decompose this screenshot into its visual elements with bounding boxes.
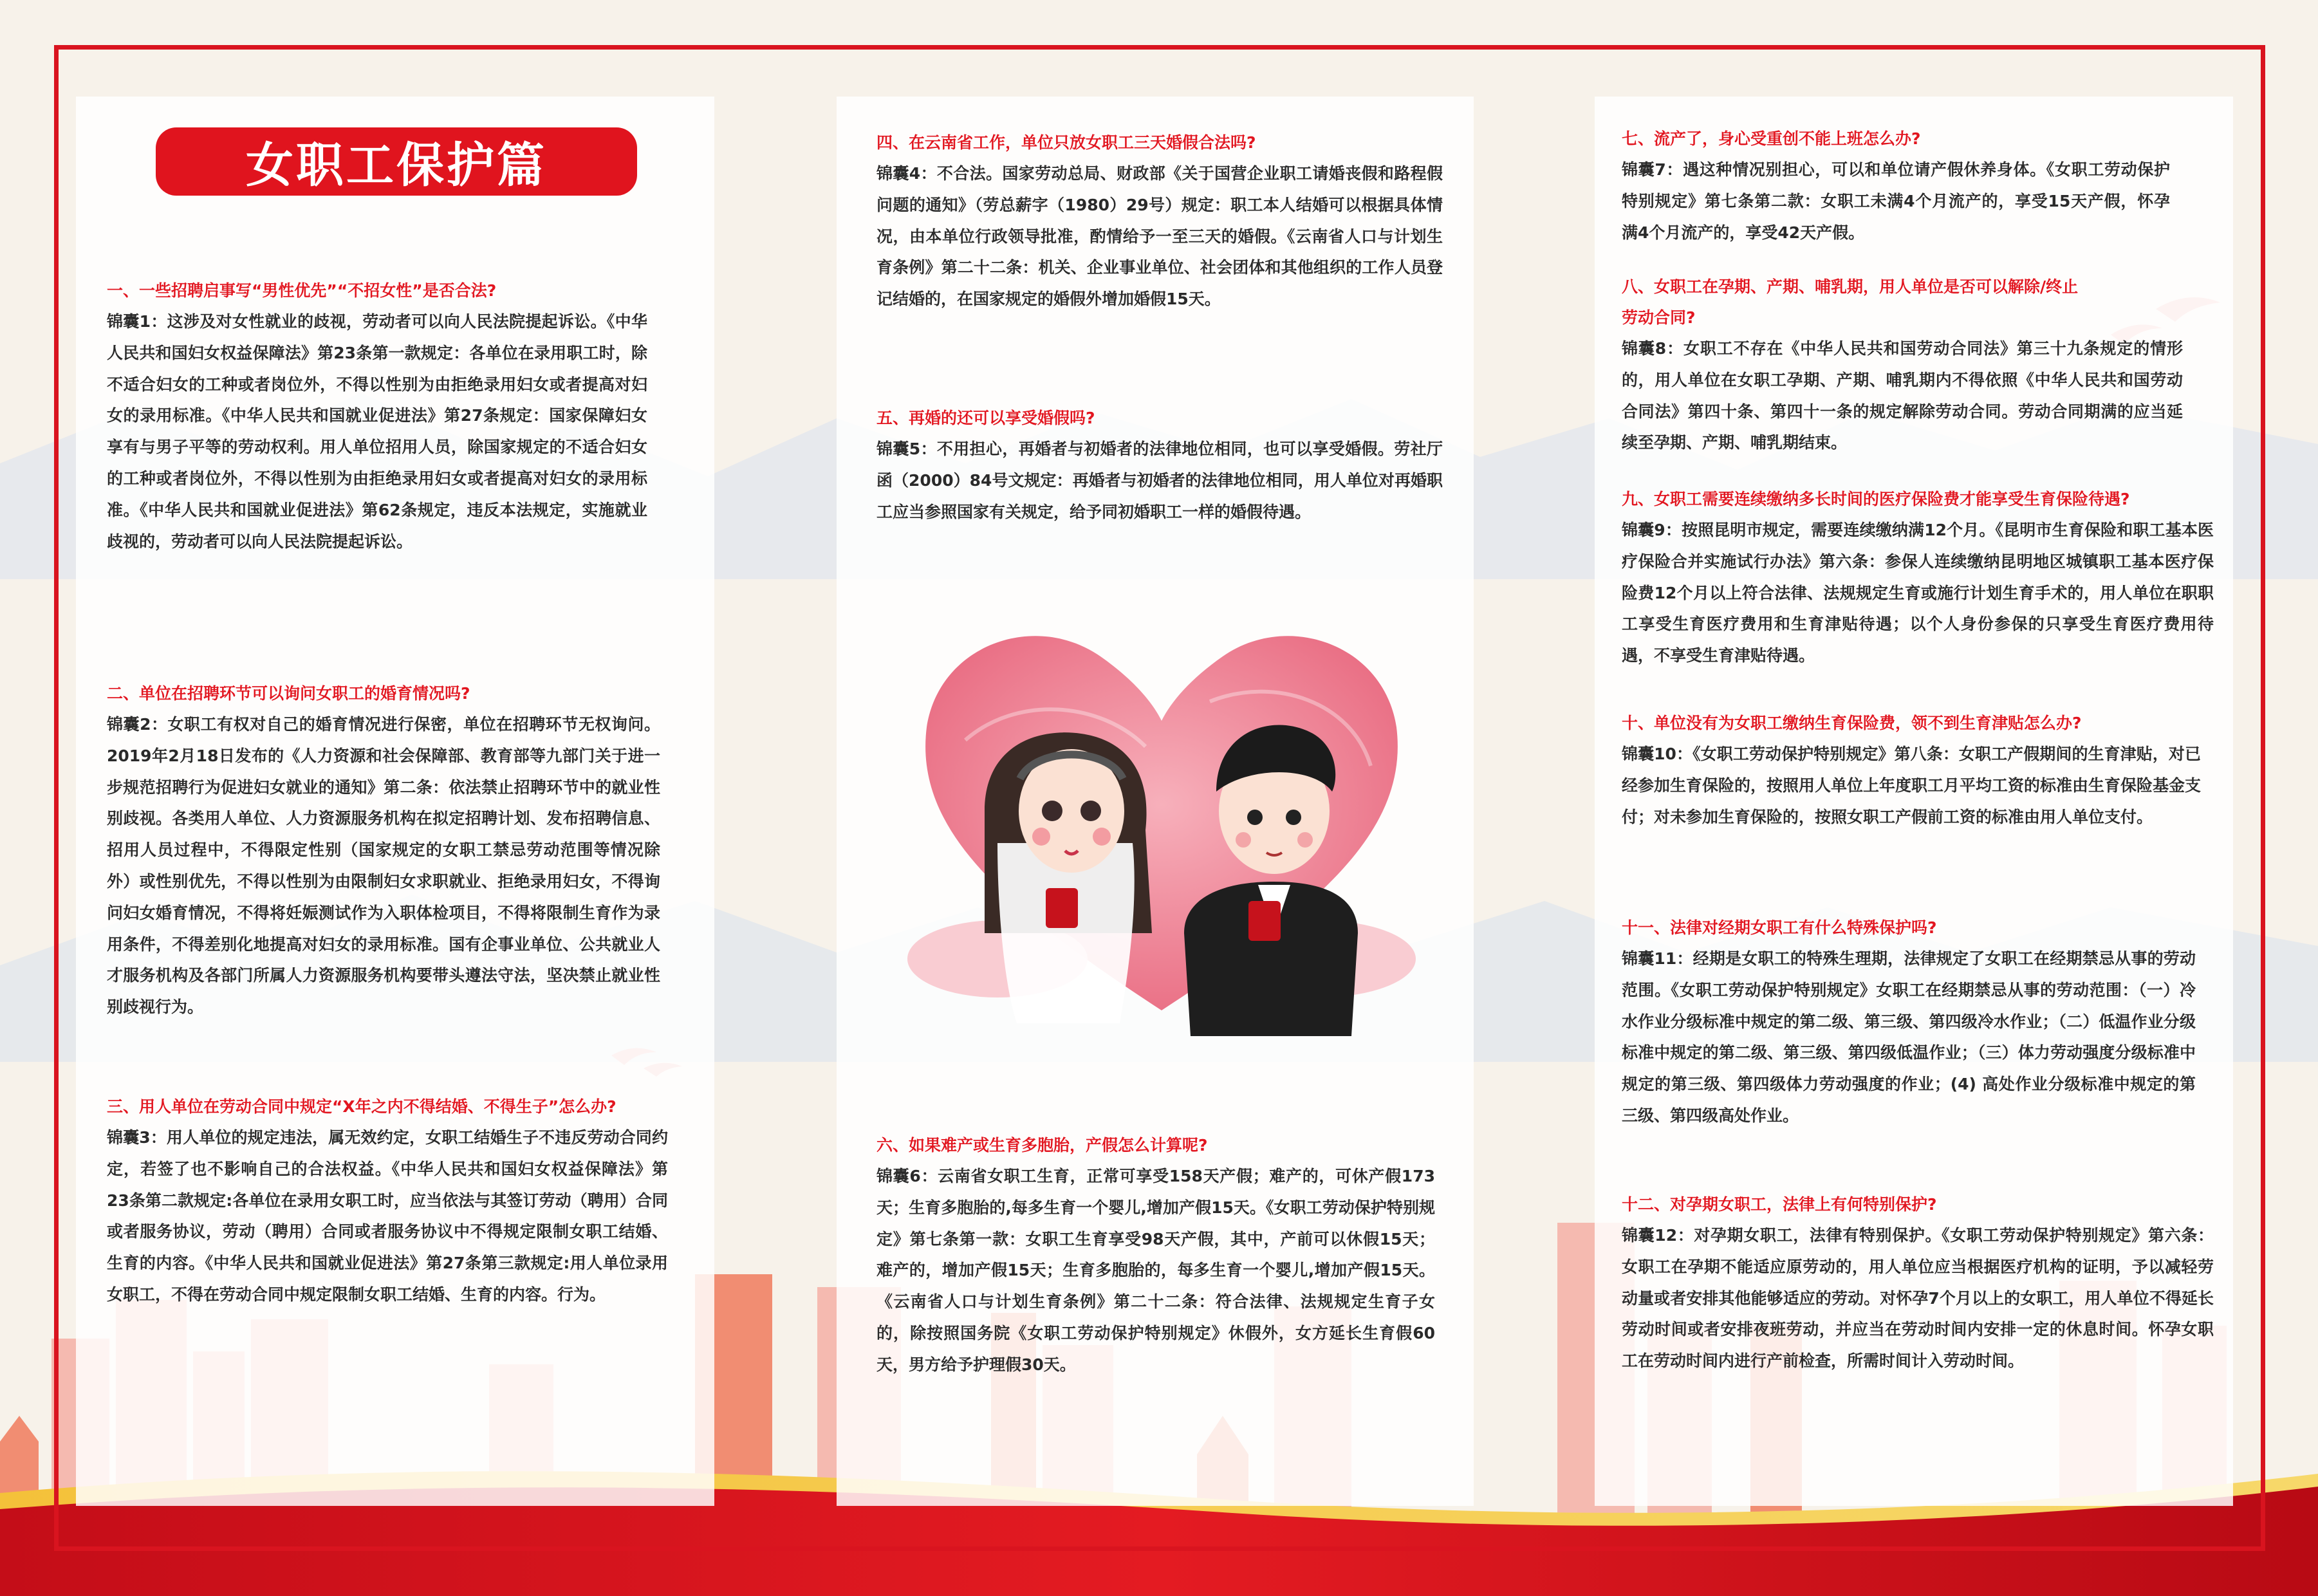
section-8 xyxy=(1622,272,2183,459)
section-7 xyxy=(1622,124,2170,248)
page-title-banner xyxy=(156,127,637,196)
wedding-couple-heart-illustration xyxy=(888,598,1435,1036)
question-heading: 六、如果难产或生育多胞胎，产假怎么计算呢? xyxy=(876,1136,1208,1155)
question-heading: 七、流产了，身心受重创不能上班怎么办? xyxy=(1622,129,1921,148)
answer-text: 锦囊6：云南省女职工生育，正常可享受158天产假；难产的，可休产假173天；生育多胞胎的,每多生育一个婴儿,增加产假15天。《女职工劳动保护特别规定》第七条第一款：女职工生育享受98天产假，其中，产前可以休假15天；难产的，增加产假15天；生育多胞胎的，每多生育一个婴儿,增加产假15天。《云南省人口与计划生育条例》第二十二条：符合法律、法规规定生育子女的，除按照国务院《女职工劳动保护特别规定》休假外，女方延长生育假60天，男方给予护理假30天。 xyxy=(876,1167,1435,1374)
question-heading: 十一、法律对经期女职工有什么特殊保护吗? xyxy=(1622,918,1937,937)
answer-text: 锦囊2：女职工有权对自己的婚育情况进行保密，单位在招聘环节无权询问。2019年2月18日发布的《人力资源和社会保障部、教育部等九部门关于进一步规范招聘行为促进妇女就业的通知》第二条：依法禁止招聘环节中的就业性别歧视。各类用人单位、人力资源服务机构在拟定招聘计划、发布招聘信息、招用人员过程中，不得限定性别（国家规定的女职工禁忌劳动范围等情况除外）或性别优先，不得以性别为由限制妇女求职就业、拒绝录用妇女，不得询问妇女婚育情况，不得将妊娠测试作为入职体检项目，不得将限制生育作为录用条件，不得差别化地提高对妇女的录用标准。国有企事业单位、公共就业人才服务机构及各部门所属人力资源服务机构要带头遵法守法，坚决禁止就业性别歧视行为。 xyxy=(107,715,660,1017)
question-heading: 八、女职工在孕期、产期、哺乳期，用人单位是否可以解除/终止劳动合同? xyxy=(1622,277,2079,327)
question-heading: 九、女职工需要连续缴纳多长时间的医疗保险费才能享受生育保险待遇? xyxy=(1622,490,2130,508)
answer-text: 锦囊12：对孕期女职工，法律有特别保护。《女职工劳动保护特别规定》第六条：女职工在孕期不能适应原劳动的，用人单位应当根据医疗机构的证明，予以减轻劳动量或者安排其他能够适应的劳动。对怀孕7个月以上的女职工，用人单位不得延长劳动时间或者安排夜班劳动，并应当在劳动时间内安排一定的休息时间。怀孕女职工在劳动时间内进行产前检查，所需时间计入劳动时间。 xyxy=(1622,1226,2214,1371)
section-5 xyxy=(876,403,1443,528)
section-3 xyxy=(107,1091,668,1311)
answer-text: 锦囊7：遇这种情况别担心，可以和单位请产假休养身体。《女职工劳动保护特别规定》第七条第二款：女职工未满4个月流产的，享受15天产假，怀孕满4个月流产的，享受42天产假。 xyxy=(1622,160,2170,242)
section-4 xyxy=(876,127,1443,315)
answer-text: 锦囊11：经期是女职工的特殊生理期，法律规定了女职工在经期禁忌从事的劳动范围。《女职工劳动保护特别规定》女职工在经期禁忌从事的劳动范围：（一）冷水作业分级标准中规定的第二级、第三级、第四级冷水作业；（二）低温作业分级标准中规定的第二级、第三级、第四级低温作业；（三）体力劳动强度分级标准中规定的第三级、第四级体力劳动强度的作业；(4) 高处作业分级标准中规定的第三级、第四级高处作业。 xyxy=(1622,949,2196,1125)
question-heading: 一、一些招聘启事写“男性优先”“不招女性”是否合法? xyxy=(107,281,497,300)
page-title: 女职工保护篇 xyxy=(246,138,547,193)
section-1 xyxy=(107,275,647,557)
answer-text: 锦囊3：用人单位的规定违法，属无效约定，女职工结婚生子不违反劳动合同约定，若签了也不影响自己的合法权益。《中华人民共和国妇女权益保障法》第23条第二款规定:各单位在录用女职工时，应当依法与其签订劳动（聘用）合同或者服务协议，劳动（聘用）合同或者服务协议中不得规定限制女职工结婚、生育的内容。《中华人民共和国就业促进法》第27条第三款规定:用人单位录用女职工，不得在劳动合同中规定限制女职工结婚、生育的内容。行为。 xyxy=(107,1128,668,1304)
question-heading: 十、单位没有为女职工缴纳生育保险费，领不到生育津贴怎么办? xyxy=(1622,714,2082,732)
question-heading: 五、再婚的还可以享受婚假吗? xyxy=(876,409,1095,427)
question-heading: 三、用人单位在劳动合同中规定“X年之内不得结婚、不得生子”怎么办? xyxy=(107,1097,617,1116)
question-heading: 四、在云南省工作，单位只放女职工三天婚假合法吗? xyxy=(876,133,1256,152)
answer-text: 锦囊4：不合法。国家劳动总局、财政部《关于国营企业职工请婚丧假和路程假问题的通知》（劳总薪字（1980）29号）规定：职工本人结婚可以根据具体情况，由本单位行政领导批准，酌情给予一至三天的婚假。《云南省人口与计划生育条例》第二十二条：机关、企业事业单位、社会团体和其他组织的工作人员登记结婚的，在国家规定的婚假外增加婚假15天。 xyxy=(876,164,1443,309)
section-9 xyxy=(1622,484,2214,672)
answer-text: 锦囊1：这涉及对女性就业的歧视，劳动者可以向人民法院提起诉讼。《中华人民共和国妇女权益保障法》第23条第一款规定：各单位在录用职工时，除不适合妇女的工种或者岗位外，不得以性别为由拒绝录用妇女或者提高对妇女的录用标准。《中华人民共和国就业促进法》第27条规定：国家保障妇女享有与男子平等的劳动权利。用人单位招用人员，除国家规定的不适合妇女的工种或者岗位外，不得以性别为由拒绝录用妇女或者提高对妇女的录用标准。《中华人民共和国就业促进法》第62条规定，违反本法规定，实施就业歧视的，劳动者可以向人民法院提起诉讼。 xyxy=(107,312,647,551)
question-heading: 二、单位在招聘环节可以询问女职工的婚育情况吗? xyxy=(107,684,470,703)
answer-text: 锦囊10：《女职工劳动保护特别规定》第八条：女职工产假期间的生育津贴，对已经参加生育保险的，按照用人单位上年度职工月平均工资的标准由生育保险基金支付；对未参加生育保险的，按照女职工产假前工资的标准由用人单位支付。 xyxy=(1622,745,2202,826)
section-6 xyxy=(876,1130,1435,1381)
section-11 xyxy=(1622,913,2196,1132)
section-12 xyxy=(1622,1189,2214,1377)
answer-text: 锦囊9：按照昆明市规定，需要连续缴纳满12个月。《昆明市生育保险和职工基本医疗保险合并实施试行办法》第六条：参保人连续缴纳昆明地区城镇职工基本医疗保险费12个月以上符合法律、法规规定生育或施行计划生育手术的，用人单位在职职工享受生育医疗费用和生育津贴待遇；以个人身份参保的只享受生育医疗费用待遇，不享受生育津贴待遇。 xyxy=(1622,521,2214,665)
section-2 xyxy=(107,678,660,1023)
question-heading: 十二、对孕期女职工，法律上有何特别保护? xyxy=(1622,1195,1937,1214)
answer-text: 锦囊8：女职工不存在《中华人民共和国劳动合同法》第三十九条规定的情形的，用人单位在女职工孕期、产期、哺乳期内不得依照《中华人民共和国劳动合同法》第四十条、第四十一条的规定解除劳动合同。劳动合同期满的应当延续至孕期、产期、哺乳期结束。 xyxy=(1622,339,2183,452)
section-10 xyxy=(1622,708,2201,833)
answer-text: 锦囊5：不用担心，再婚者与初婚者的法律地位相同，也可以享受婚假。劳社厅函（2000）84号文规定：再婚者与初婚者的法律地位相同，用人单位对再婚职工应当参照国家有关规定，给予同初婚职工一样的婚假待遇。 xyxy=(876,440,1443,521)
